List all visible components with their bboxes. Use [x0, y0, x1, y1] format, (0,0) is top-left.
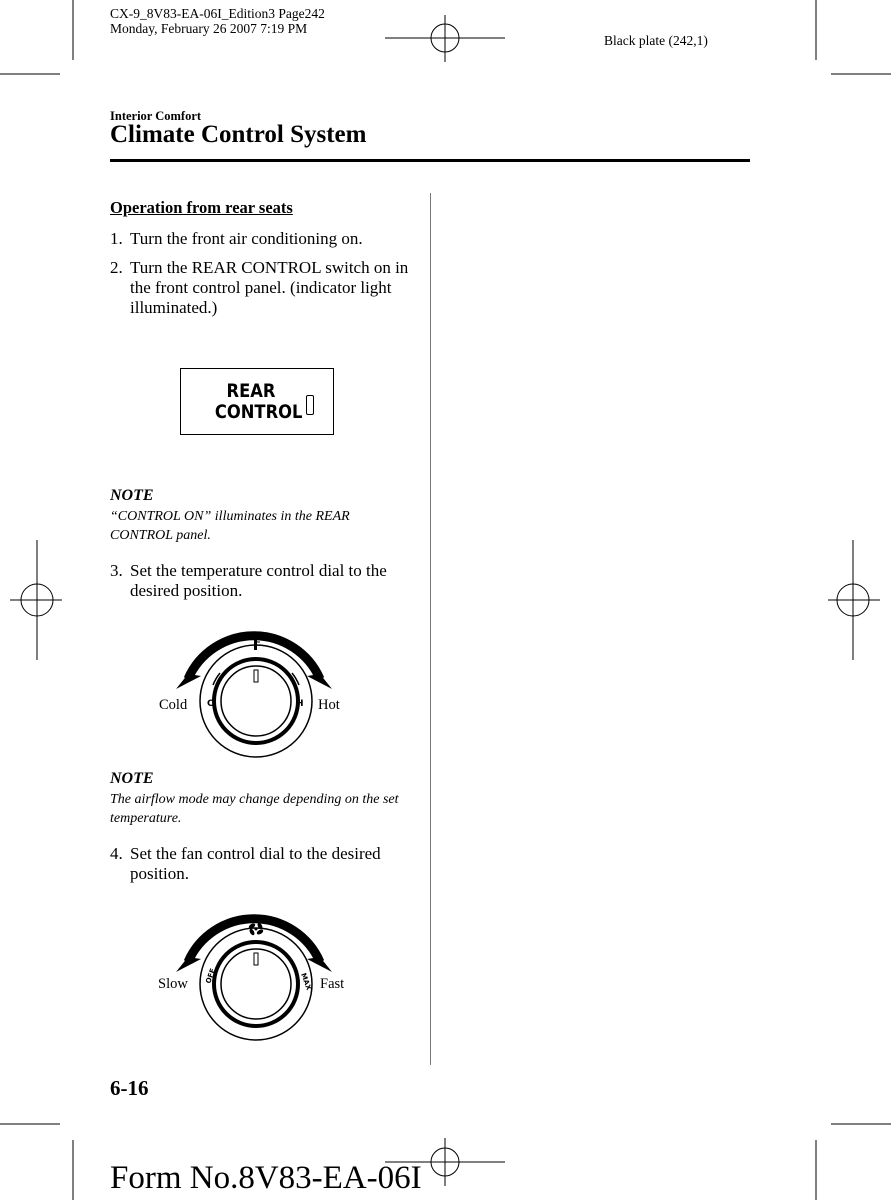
plate-info: Black plate (242,1) [604, 33, 708, 48]
step-text: Set the temperature control dial to the desired position. [130, 561, 387, 600]
step-text: Turn the REAR CONTROL switch on in the front control panel. (indicator light illuminated.) [130, 258, 409, 317]
indicator-light-icon [306, 395, 314, 415]
step-1 [110, 229, 410, 249]
off-marking: OFF [204, 967, 218, 985]
step-number: 1. [110, 229, 123, 248]
note-text: “CONTROL ON” illuminates in the REAR CONTROL panel. [110, 509, 350, 543]
rear-control-line2: CONTROL [214, 401, 303, 423]
print-info-date: Monday, February 26 2007 7:19 PM [110, 21, 308, 36]
step-3 [110, 561, 410, 601]
rear-control-label [214, 380, 303, 423]
section-label: Interior Comfort [110, 109, 202, 123]
page-number: 6-16 [110, 1076, 149, 1100]
title-divider [110, 159, 750, 162]
step-2 [110, 258, 410, 318]
arrow-left-icon [176, 957, 201, 972]
hot-label: Hot [318, 697, 340, 713]
note-title: NOTE [110, 487, 154, 504]
subheading: Operation from rear seats [110, 198, 293, 217]
print-info [110, 6, 325, 36]
note-title: NOTE [110, 770, 154, 787]
slow-label: Slow [158, 976, 188, 992]
temperature-dial-illustration [170, 615, 340, 775]
step-number: 2. [110, 258, 123, 277]
max-marking: MAX [299, 971, 313, 992]
fan-dial-illustration [170, 898, 340, 1058]
cold-label: Cold [159, 697, 188, 713]
rear-control-line1: REAR [226, 380, 276, 402]
dial-knob [221, 666, 291, 736]
fast-label: Fast [320, 976, 345, 992]
print-info-file: CX-9_8V83-EA-06I_Edition3 Page242 [110, 6, 325, 21]
dial-knob [221, 949, 291, 1019]
step-text: Turn the front air conditioning on. [130, 229, 363, 248]
hot-marking: H [296, 699, 304, 709]
step-number: 4. [110, 844, 123, 863]
page-title: Climate Control System [110, 121, 367, 148]
step-4 [110, 844, 410, 884]
arrow-left-icon [176, 674, 201, 689]
rear-control-switch-illustration [180, 368, 334, 435]
column-divider [430, 193, 431, 1065]
step-text: Set the fan control dial to the desired position. [130, 844, 381, 883]
step-number: 3. [110, 561, 123, 580]
form-number: Form No.8V83-EA-06I [110, 1160, 422, 1196]
cold-marking: C [207, 699, 214, 709]
note-text: The airflow mode may change depending on the set temperature. [110, 792, 399, 826]
